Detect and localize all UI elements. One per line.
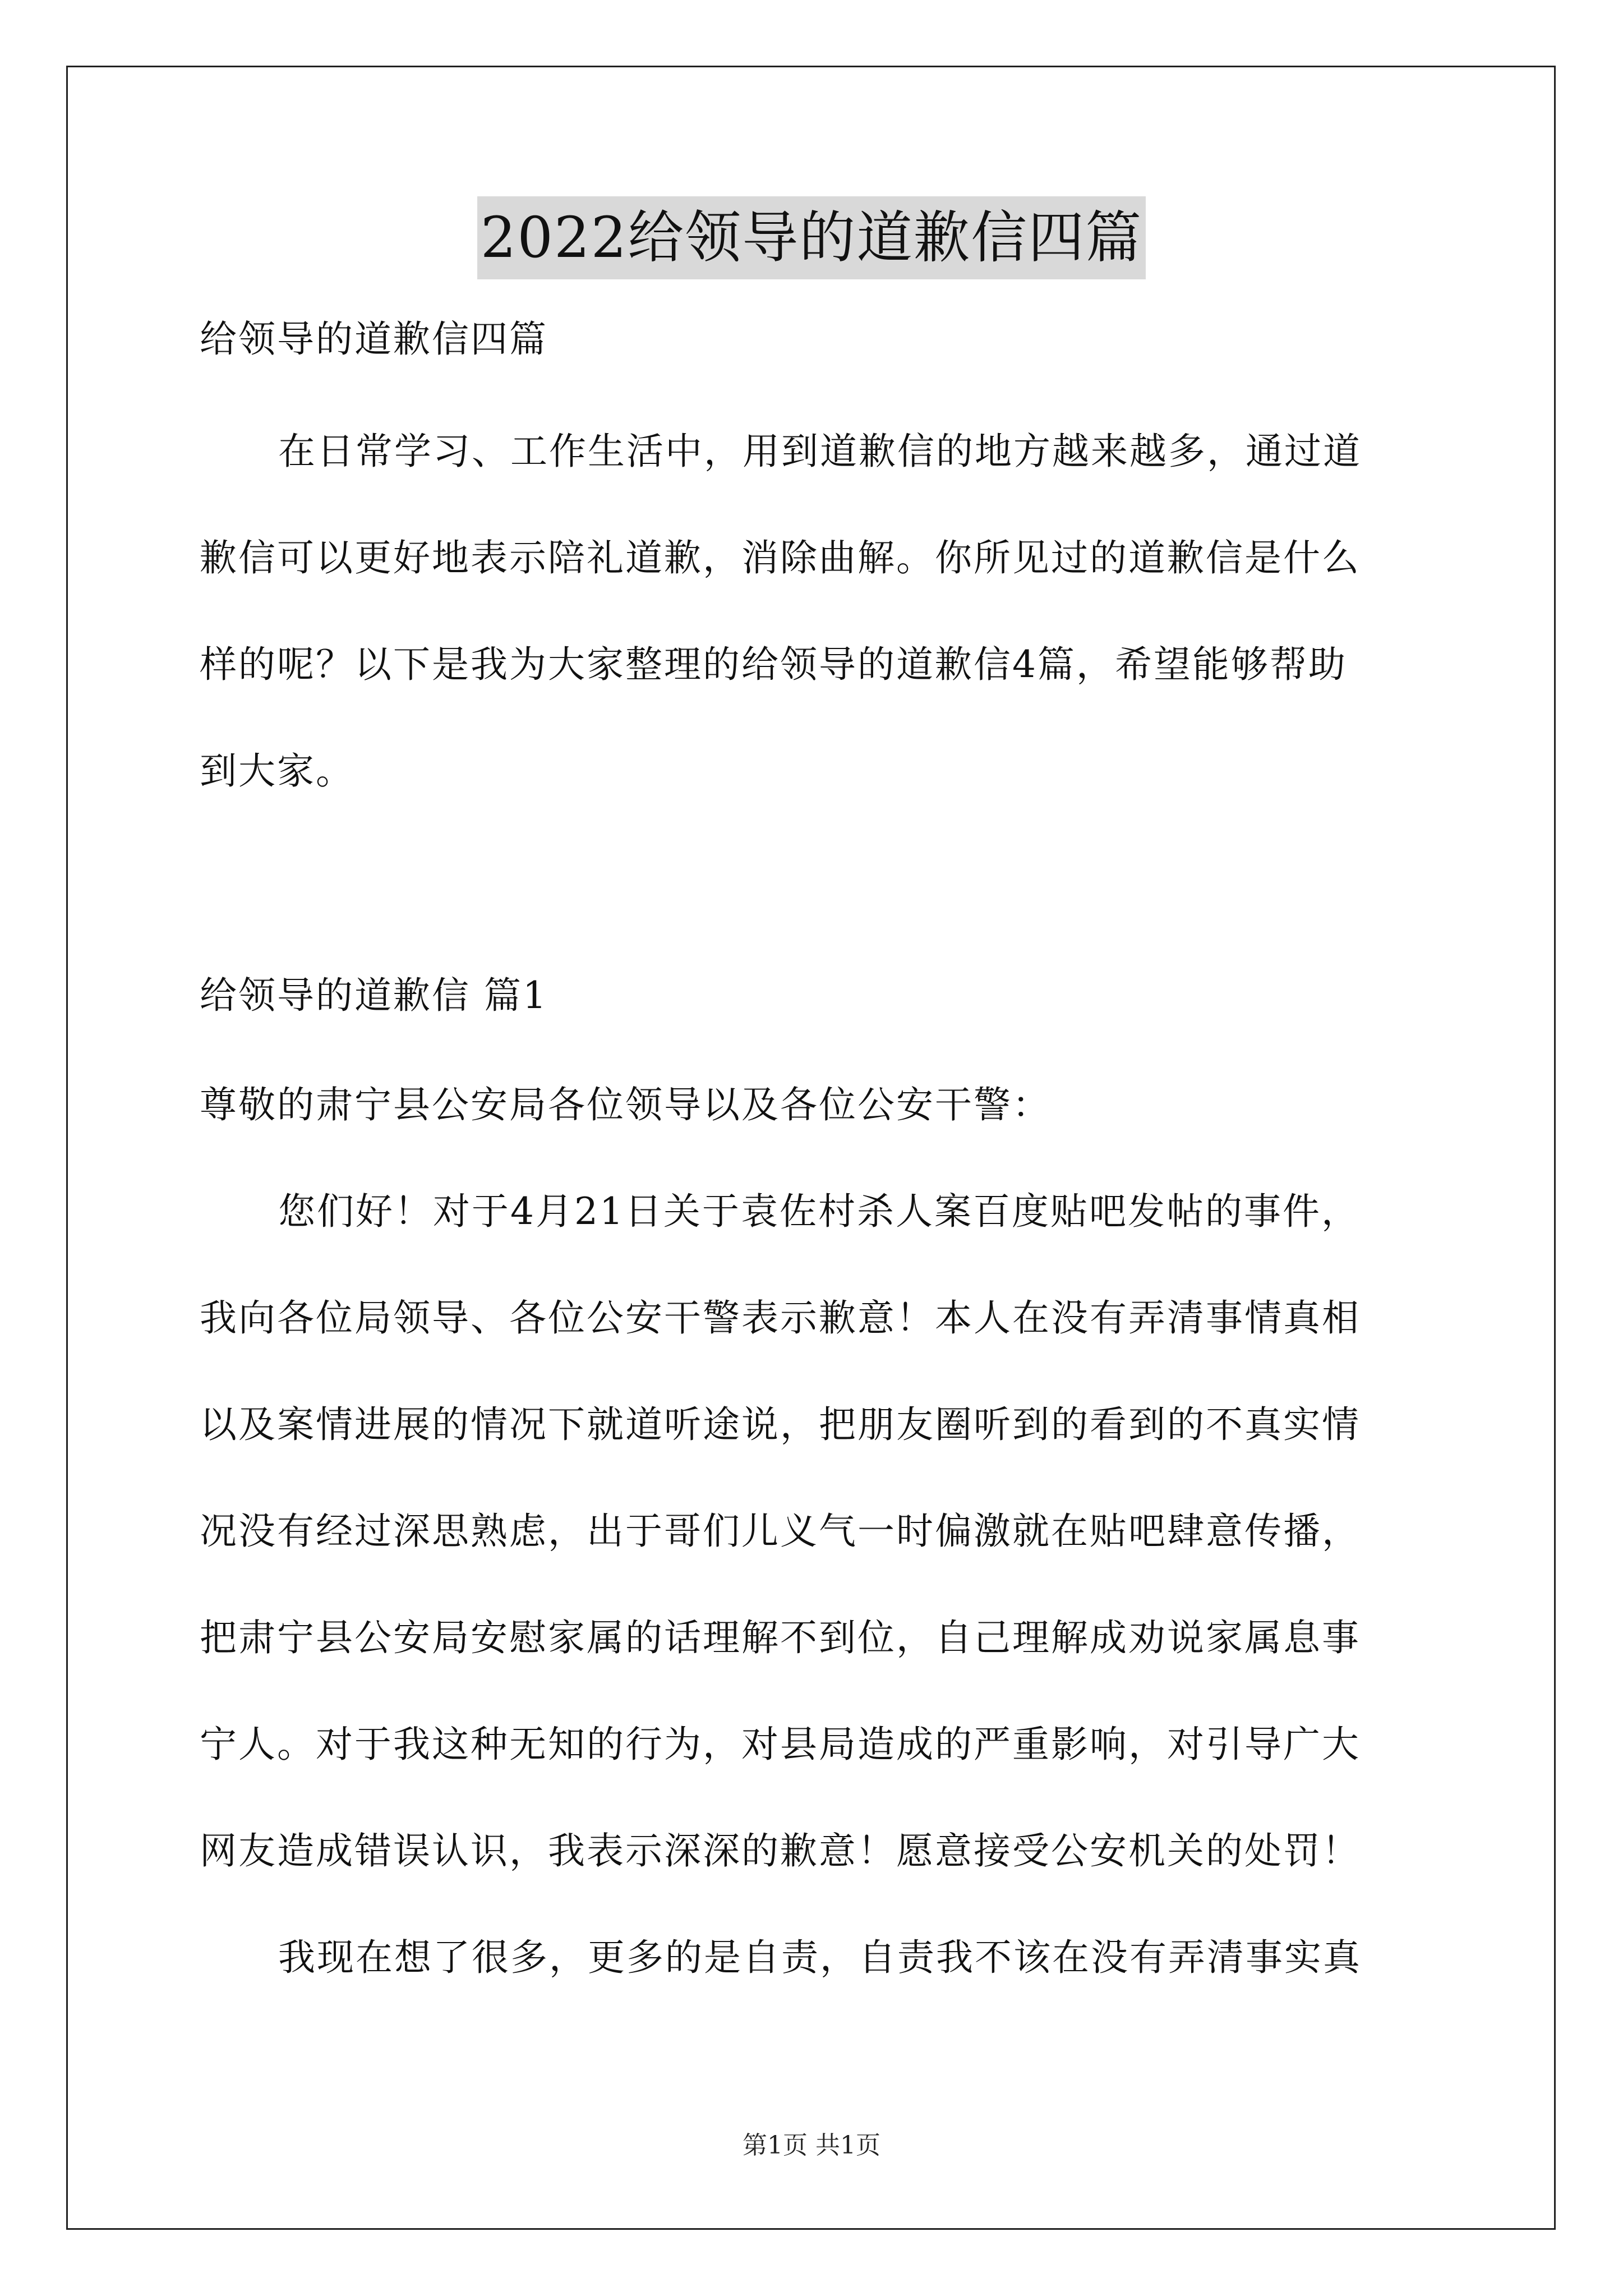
page-footer: 第1页 共1页 [743, 2131, 880, 2160]
title-container [0, 196, 1623, 279]
salutation: 尊敬的肃宁县公安局各位领导以及各位公安干警： [200, 1083, 1051, 1126]
page-border [66, 66, 1556, 2230]
subtitle: 给领导的道歉信四篇 [200, 318, 548, 361]
body-line-2: 我向各位局领导、各位公安干警表示歉意！本人在没有弄清事情真相 [200, 1296, 1361, 1340]
intro-line-1: 在日常学习、工作生活中，用到道歉信的地方越来越多，通过道 [278, 430, 1362, 473]
body-line-1: 您们好！对于4月21日关于袁佐村杀人案百度贴吧发帖的事件， [278, 1190, 1360, 1233]
body-line-5: 把肃宁县公安局安慰家属的话理解不到位，自己理解成劝说家属息事 [200, 1616, 1361, 1659]
body-line-4: 况没有经过深思熟虑，出于哥们儿义气一时偏激就在贴吧肆意传播， [200, 1510, 1361, 1553]
body-line-8: 我现在想了很多，更多的是自责，自责我不该在没有弄清事实真 [278, 1936, 1362, 1979]
intro-line-2: 歉信可以更好地表示陪礼道歉，消除曲解。你所见过的道歉信是什么 [200, 536, 1361, 579]
body-line-6: 宁人。对于我这种无知的行为，对县局造成的严重影响，对引导广大 [200, 1723, 1361, 1766]
section-heading: 给领导的道歉信 篇1 [200, 974, 548, 1017]
intro-line-3: 样的呢？以下是我为大家整理的给领导的道歉信4篇，希望能够帮助 [200, 643, 1347, 686]
intro-line-4: 到大家。 [200, 749, 354, 793]
body-line-7: 网友造成错误认识，我表示深深的歉意！愿意接受公安机关的处罚！ [200, 1829, 1361, 1872]
document-title: 2022给领导的道歉信四篇 [477, 196, 1146, 279]
body-line-3: 以及案情进展的情况下就道听途说，把朋友圈听到的看到的不真实情 [200, 1403, 1361, 1446]
